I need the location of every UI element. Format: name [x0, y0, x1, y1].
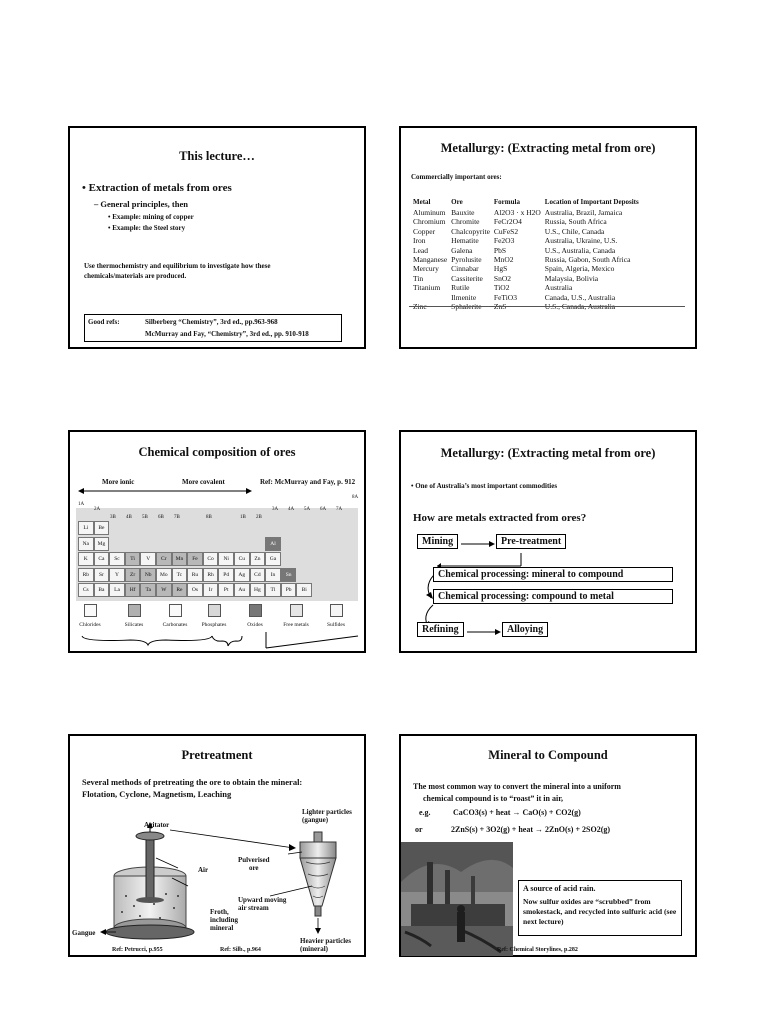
element-cell: Os	[187, 583, 203, 597]
table-cell: Russia, Gabon, South Africa	[544, 255, 631, 265]
slide-this-lecture	[68, 126, 366, 349]
table-cell: Titanium	[413, 283, 441, 293]
slide-title: Metallurgy: (Extracting metal from ore)	[440, 141, 656, 155]
legend-label: Phosphates	[201, 622, 227, 628]
example-copper: • Example: mining of copper	[108, 213, 194, 221]
alloying-box: Alloying	[502, 622, 548, 637]
bullet-commodities: • One of Australia’s most important commodities	[411, 482, 558, 490]
agitator-label: Agitator	[144, 821, 170, 829]
sub-bullet: – General principles, then	[94, 199, 188, 209]
table-cell: FeTiO3	[493, 292, 517, 302]
table-row	[413, 246, 643, 255]
chem-processing-mineral-box: Chemical processing: mineral to compound	[433, 567, 673, 582]
legend-label: Sulfides	[326, 622, 346, 628]
table-header: Location of Important Deposits	[544, 198, 639, 206]
element-cell: Tl	[265, 583, 281, 597]
group-label: 4B	[126, 514, 132, 520]
lighter-line1: Lighter particles	[302, 808, 352, 816]
element-cell: Fe	[187, 552, 203, 566]
group-label: 8A	[352, 495, 359, 500]
roast-line2: chemical compound is to “roast” it in air,	[423, 794, 564, 803]
table-header: Metal	[413, 198, 431, 206]
table-cell: U.S., Chile, Canada	[544, 226, 605, 236]
air-label: Air	[198, 866, 209, 874]
group-label: 6B	[158, 514, 164, 520]
table-cell: Canada, U.S., Australia	[544, 292, 616, 302]
group-label: 2A	[94, 507, 101, 512]
froth-line1: Froth,	[210, 908, 229, 916]
element-cell: Cd	[250, 568, 266, 582]
refining-box: Refining	[417, 622, 464, 637]
upward-air-label	[238, 896, 286, 912]
upward-line2: air stream	[238, 904, 269, 912]
subtitle: Commercially important ores:	[411, 173, 502, 181]
pretreatment-box: Pre-treatment	[496, 534, 566, 549]
para-line1: Use thermochemistry and equilibrium to investigate how these	[84, 262, 271, 270]
acid-rain-box	[518, 880, 682, 936]
element-cell: K	[78, 552, 94, 566]
table-cell: Fe2O3	[493, 236, 515, 246]
table-cell: Australia, Ukraine, U.S.	[544, 236, 618, 246]
table-cell: Chromium	[413, 217, 446, 227]
table-cell: U.S., Canada, Australia	[544, 302, 616, 312]
more-ionic-label: More ionic	[102, 478, 135, 486]
element-cell: Mn	[172, 552, 188, 566]
table-cell	[413, 293, 451, 302]
element-cell: Ag	[234, 568, 250, 582]
element-cell: Ti	[125, 552, 141, 566]
slide-metallurgy-ores	[399, 126, 697, 349]
element-cell: Rb	[78, 568, 94, 582]
group-label: 6A	[320, 507, 327, 512]
table-cell: Australia, Brazil, Jamaica	[544, 208, 623, 217]
froth-label	[210, 908, 238, 932]
element-cell: Na	[78, 537, 94, 551]
element-cell: Sc	[109, 552, 125, 566]
table-cell: Ilmenite	[451, 292, 477, 302]
slide-title: Mineral to Compound	[488, 748, 608, 762]
table-row	[413, 217, 643, 226]
table-row	[413, 274, 643, 283]
table-cell: Hematite	[451, 236, 479, 246]
element-cell: Cs	[78, 583, 94, 597]
table-row	[413, 227, 643, 236]
heavier-particles-label	[300, 937, 351, 953]
table-cell: Manganese	[413, 255, 448, 265]
lighter-line2: (gangue)	[302, 816, 329, 824]
table-row	[413, 264, 643, 273]
group-label: 3A	[272, 507, 279, 512]
element-cell: Rh	[203, 568, 219, 582]
refs-label: Good refs:	[88, 318, 120, 326]
table-row	[413, 293, 643, 302]
element-cell: Mo	[156, 568, 172, 582]
element-cell: Au	[234, 583, 250, 597]
or-label: or	[415, 825, 423, 834]
element-cell: Zn	[250, 552, 266, 566]
element-cell: Hf	[125, 583, 141, 597]
element-cell: Zr	[125, 568, 141, 582]
question: How are metals extracted from ores?	[413, 512, 587, 524]
table-cell: Pyrolusite	[451, 255, 482, 265]
table-cell: HgS	[493, 264, 508, 274]
element-cell: In	[265, 568, 281, 582]
para-line2: chemicals/materials are produced.	[84, 272, 187, 280]
legend-swatch	[128, 604, 141, 617]
table-cell: Rutile	[451, 283, 470, 293]
group-label: 5A	[304, 507, 311, 512]
acid-rain-text: Now sulfur oxides are “scrubbed” from smokestack, and recycled into sulfuric acid (see next lecture)	[523, 897, 677, 926]
slide-title: Pretreatment	[181, 748, 253, 762]
ores-table	[413, 198, 643, 311]
element-cell: Ru	[187, 568, 203, 582]
group-label: 4A	[288, 507, 295, 512]
mining-box: Mining	[417, 534, 458, 549]
table-cell: CuFeS2	[493, 226, 519, 236]
refs-box	[84, 314, 342, 342]
table-cell: Iron	[413, 236, 426, 246]
equation-zns: 2ZnS(s) + 3O2(g) + heat → 2ZnO(s) + 2SO2(g)	[451, 825, 611, 834]
element-cell: Sr	[94, 568, 110, 582]
table-row	[413, 283, 643, 292]
table-rule	[409, 306, 685, 307]
slide-mineral-to-compound	[399, 734, 697, 957]
ref-silberberg: Ref: Silb., p.964	[220, 947, 261, 953]
table-cell: Lead	[413, 245, 428, 255]
table-row	[413, 236, 643, 245]
slide-pretreatment	[68, 734, 366, 957]
element-cell: Ni	[218, 552, 234, 566]
heavier-line2: (mineral)	[300, 945, 328, 953]
element-cell: Co	[203, 552, 219, 566]
table-cell: Russia, South Africa	[544, 217, 607, 227]
element-cell: Cr	[156, 552, 172, 566]
element-cell: Cu	[234, 552, 250, 566]
element-cell: Sn	[281, 568, 297, 582]
table-row	[413, 208, 643, 217]
table-cell: Cinnabar	[451, 264, 479, 274]
table-cell: MnO2	[493, 255, 514, 265]
chem-processing-metal-box: Chemical processing: compound to metal	[433, 589, 673, 604]
legend-label: Free metals	[283, 622, 309, 628]
element-cell: Re	[172, 583, 188, 597]
element-cell: Pt	[218, 583, 234, 597]
slide-title: Chemical composition of ores	[138, 445, 296, 459]
group-label: 7A	[336, 507, 343, 512]
slide-title: Metallurgy: (Extracting metal from ore)	[440, 446, 656, 460]
table-cell: Malaysia, Bolivia	[544, 273, 599, 283]
table-cell: Mercury	[413, 264, 439, 274]
froth-line2: including	[210, 916, 239, 924]
reference: Ref: McMurray and Fay, p. 912	[260, 478, 356, 486]
table-cell: Chromite	[451, 217, 480, 227]
gangue-label: Gangue	[72, 929, 96, 937]
element-cell: Pb	[281, 583, 297, 597]
eg-label: e.g.	[419, 808, 431, 817]
element-cell: La	[109, 583, 125, 597]
equation-caco3: CaCO3(s) + heat → CaO(s) + CO2(g)	[453, 808, 581, 817]
table-cell: Copper	[413, 226, 436, 236]
table-cell: Spain, Algeria, Mexico	[544, 264, 615, 274]
legend-swatch	[169, 604, 182, 617]
acid-rain-title: A source of acid rain.	[523, 884, 596, 893]
heavier-line1: Heavier particles	[300, 937, 351, 945]
table-header: Formula	[493, 198, 520, 206]
element-cell: Ca	[94, 552, 110, 566]
legend-swatch	[208, 604, 221, 617]
table-cell: Sphalerite	[451, 302, 482, 312]
ref-mcmurray: McMurray and Fay, “Chemistry”, 3rd ed., pp. 910-918	[145, 330, 309, 338]
table-cell: Al2O3 · x H2O	[493, 208, 541, 217]
group-label: 7B	[174, 514, 180, 520]
legend-swatch	[330, 604, 343, 617]
table-cell: Aluminum	[413, 208, 446, 217]
ref-petrucci: Ref: Petrucci, p.955	[112, 947, 163, 953]
table-cell: PbS	[493, 245, 506, 255]
ref-silberberg: Silberberg “Chemistry”, 3rd ed., pp.963-968	[145, 318, 278, 326]
table-cell: Zinc	[413, 302, 427, 312]
periodic-table	[76, 495, 359, 601]
example-steel: • Example: the Steel story	[108, 224, 186, 232]
table-cell: SnO2	[493, 273, 511, 283]
smokestack-photo	[401, 842, 513, 956]
legend-label: Chlorides	[79, 622, 101, 628]
pretreat-line1: Several methods of pretreating the ore to obtain the mineral:	[82, 777, 303, 787]
table-cell: ZnS	[493, 302, 507, 312]
group-label: 1A	[78, 502, 85, 507]
element-cell: Ga	[265, 552, 281, 566]
froth-line3: mineral	[210, 924, 234, 932]
legend-swatch	[84, 604, 97, 617]
table-cell: Tin	[413, 273, 424, 283]
element-cell: W	[156, 583, 172, 597]
table-cell: Galena	[451, 245, 473, 255]
pulverised-ore-label	[238, 856, 270, 872]
upward-line1: Upward moving	[238, 896, 287, 904]
element-cell: Hg	[250, 583, 266, 597]
group-label: 8B	[206, 514, 212, 520]
lighter-particles-label	[302, 808, 352, 824]
slide-metallurgy-process	[399, 430, 697, 653]
element-cell: Pd	[218, 568, 234, 582]
element-cell: Tc	[172, 568, 188, 582]
table-cell: Chalcopyrite	[451, 226, 490, 236]
roast-line1: The most common way to convert the mineral into a uniform	[413, 782, 621, 791]
table-cell: Australia	[544, 283, 573, 293]
slide-chemical-composition	[68, 430, 366, 653]
table-cell: U.S., Australia, Canada	[544, 245, 616, 255]
pulverised-line2: ore	[248, 864, 259, 872]
legend-swatch	[249, 604, 262, 617]
element-cell: Ba	[94, 583, 110, 597]
table-cell: FeCr2O4	[493, 217, 522, 227]
legend-swatch	[290, 604, 303, 617]
table-cell: Bauxite	[451, 208, 475, 217]
element-cell: Be	[94, 521, 110, 535]
element-cell: Li	[78, 521, 94, 535]
pretreat-line2: Flotation, Cyclone, Magnetism, Leaching	[82, 789, 232, 799]
more-covalent-label: More covalent	[182, 478, 225, 486]
table-header: Ore	[451, 198, 463, 206]
element-cell: Mg	[94, 537, 110, 551]
table-cell: TiO2	[493, 283, 510, 293]
element-cell: Y	[109, 568, 125, 582]
element-cell: Ir	[203, 583, 219, 597]
table-cell: Cassiterite	[451, 273, 483, 283]
legend-label: Carbonates	[162, 622, 188, 628]
slide-title: This lecture…	[179, 149, 255, 163]
group-label: 5B	[142, 514, 148, 520]
group-label: 1B	[240, 514, 246, 520]
ref-storylines: Ref: Chemical Storylines, p.282	[497, 947, 578, 953]
pulverised-line1: Pulverised	[238, 856, 270, 864]
bullet-extraction: • Extraction of metals from ores	[82, 182, 232, 194]
group-label: 3B	[110, 514, 116, 520]
legend-label: Oxides	[247, 622, 263, 628]
legend-label: Silicates	[124, 622, 144, 628]
element-cell: Bi	[296, 583, 312, 597]
element-cell: Ta	[140, 583, 156, 597]
group-label: 2B	[256, 514, 262, 520]
table-row	[413, 255, 643, 264]
element-cell: V	[140, 552, 156, 566]
element-cell: Al	[265, 537, 281, 551]
element-cell: Nb	[140, 568, 156, 582]
